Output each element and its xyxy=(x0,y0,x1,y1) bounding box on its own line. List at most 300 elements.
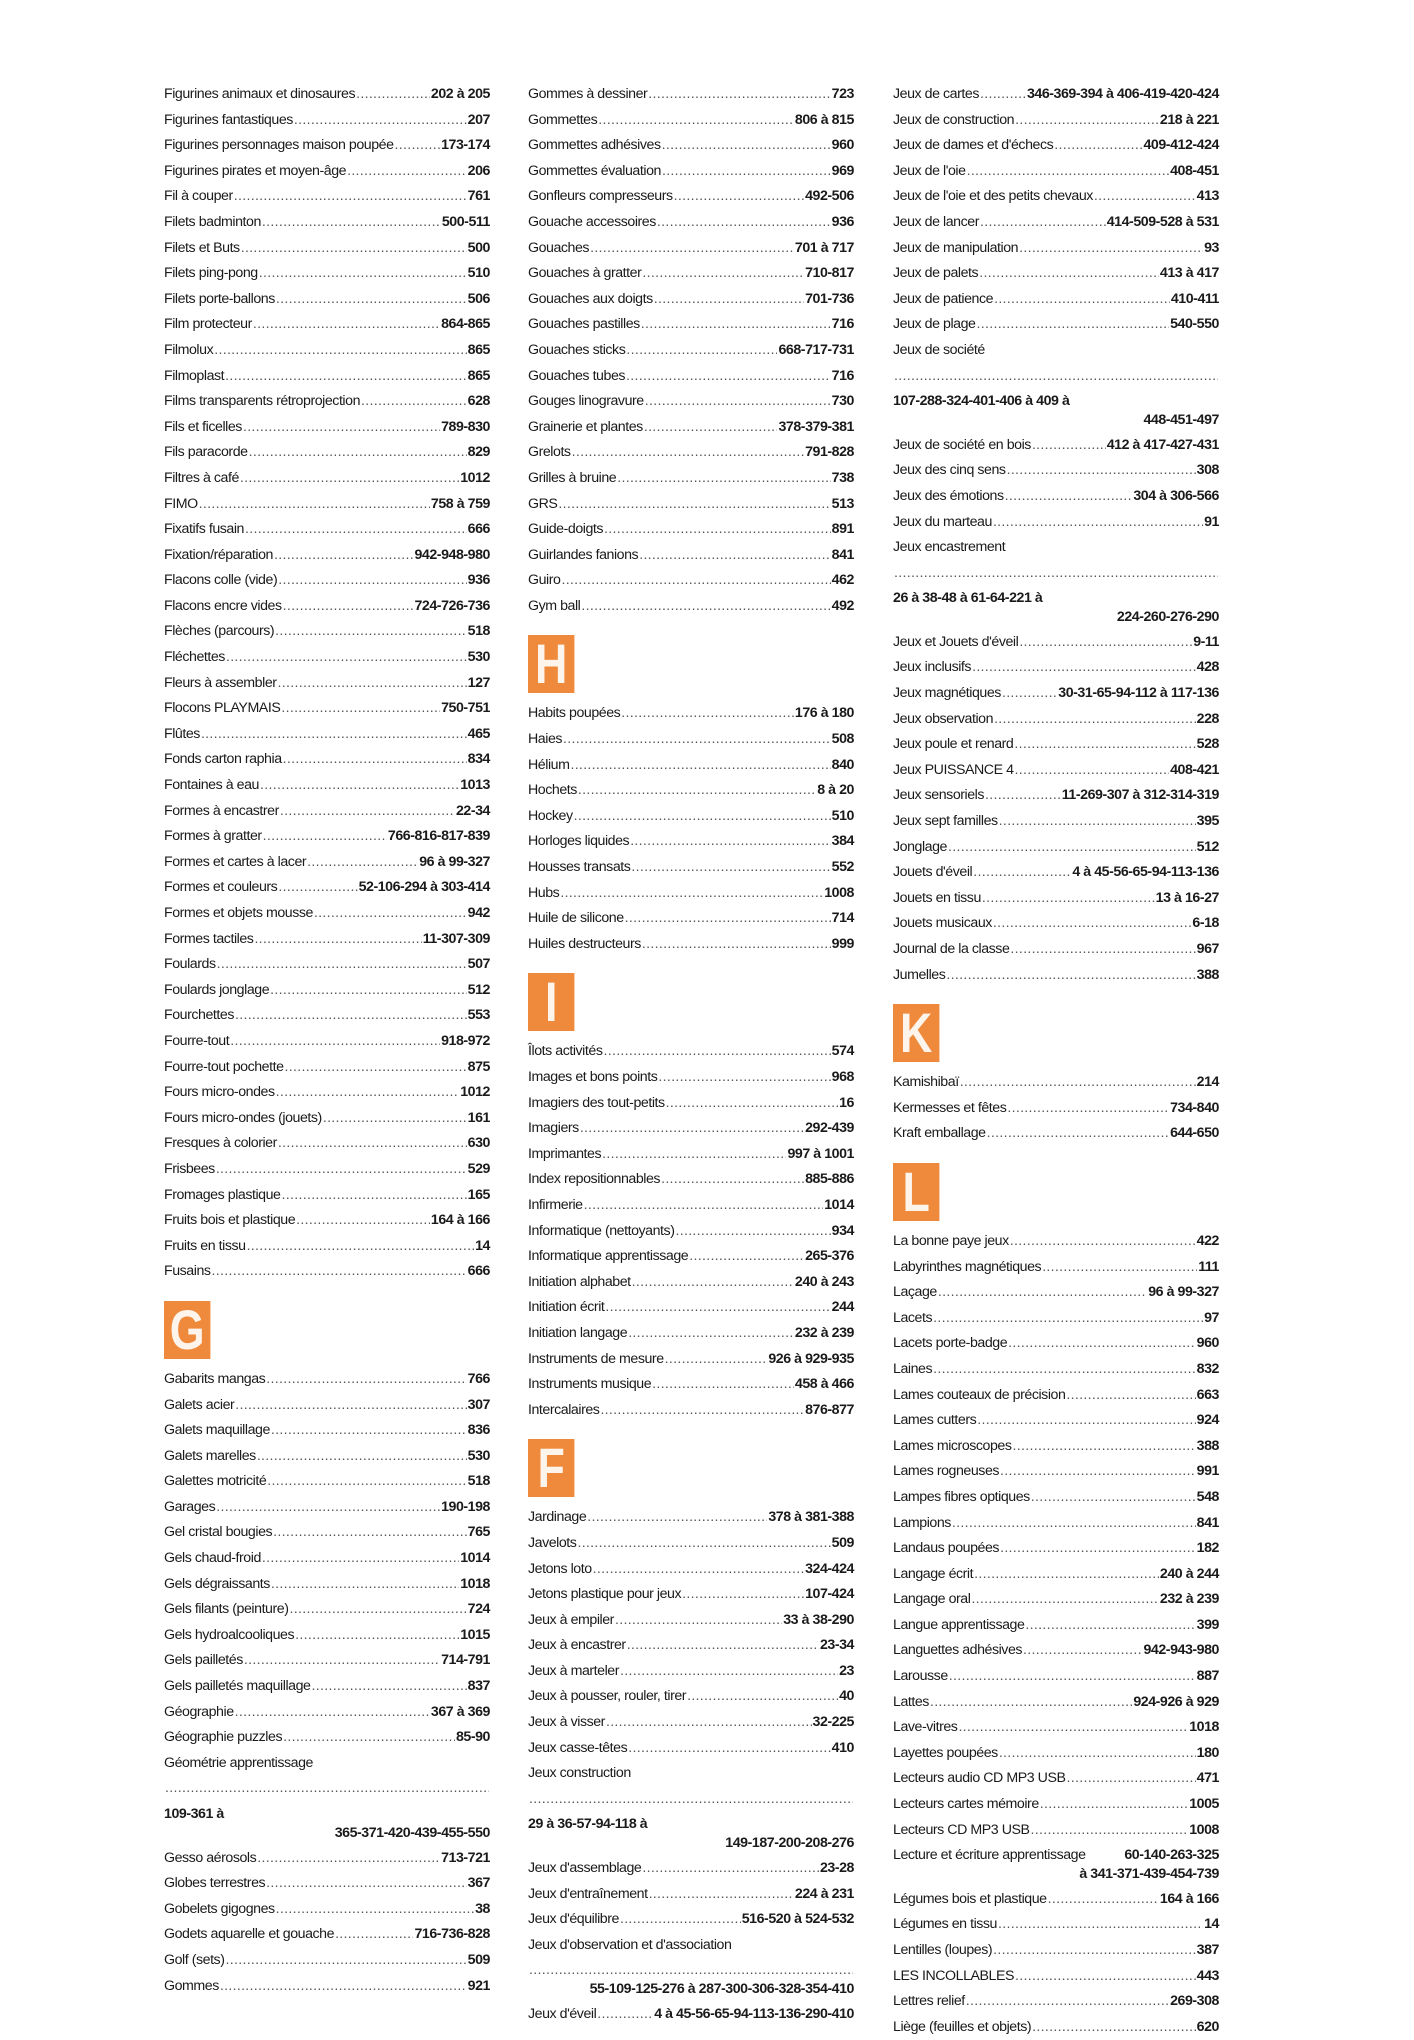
entry-term: GRS xyxy=(528,495,558,512)
index-entry xyxy=(528,492,854,518)
dot-leader xyxy=(654,287,804,313)
entry-pages: 509 xyxy=(831,1534,854,1551)
entry-term: Images et bons points xyxy=(528,1069,658,1085)
dot-leader xyxy=(1007,458,1196,484)
entry-pages: 428 xyxy=(1196,659,1219,676)
dot-leader xyxy=(570,753,830,779)
letter-section xyxy=(528,970,854,1423)
index-entry xyxy=(164,1444,490,1470)
index-entry xyxy=(528,1065,854,1091)
dot-leader xyxy=(572,440,804,466)
entry-pages: 16 xyxy=(839,1094,854,1111)
index-entry xyxy=(164,1725,490,1751)
index-entry xyxy=(164,619,490,645)
index-entry xyxy=(893,732,1219,758)
index-entry xyxy=(164,773,490,799)
dot-leader xyxy=(216,1157,467,1183)
index-entry xyxy=(893,1070,1219,1096)
entry-term: Gel cristal bougies xyxy=(164,1524,273,1541)
dot-leader xyxy=(960,1070,1196,1096)
index-entry xyxy=(893,287,1219,313)
entry-pages: 173-174 xyxy=(441,137,490,154)
dot-leader xyxy=(235,1393,466,1419)
entry-pages: 85-90 xyxy=(455,1729,490,1746)
dot-leader xyxy=(285,1055,467,1081)
dot-leader xyxy=(1031,1485,1196,1511)
entry-term: Gouaches sticks xyxy=(528,341,626,358)
entry-term: Hubs xyxy=(528,884,560,901)
entry-pages: 701-736 xyxy=(805,290,854,307)
entry-pages: 837 xyxy=(467,1678,490,1695)
entry-pages: 701 à 717 xyxy=(794,239,854,256)
index-entry xyxy=(528,1907,854,1933)
entry-term: Gonfleurs compresseurs xyxy=(528,188,673,205)
entry-term: Globes terrestres xyxy=(164,1875,266,1892)
dot-leader xyxy=(226,645,467,671)
entry-term: Lampions xyxy=(893,1514,951,1531)
index-entry xyxy=(164,722,490,748)
index-entry xyxy=(528,594,854,620)
entry-term: Initiation langage xyxy=(528,1324,628,1341)
entry-pages: 936 xyxy=(831,213,854,230)
index-entry xyxy=(528,133,854,159)
entry-pages: 206 xyxy=(467,162,490,179)
entry-term: Guirlandes fanions xyxy=(528,546,639,563)
index-entry xyxy=(893,1818,1219,1844)
dot-leader xyxy=(271,1418,467,1444)
entry-pages: 23 xyxy=(839,1662,854,1679)
entry-term: Fourre-tout pochette xyxy=(164,1058,284,1075)
dot-leader xyxy=(276,287,467,313)
entry-pages: 1005 xyxy=(1189,1796,1219,1813)
dot-leader xyxy=(529,1787,853,1813)
entry-pages: 180 xyxy=(1196,1744,1219,1761)
entry-term: Figurines pirates et moyen-âge xyxy=(164,162,347,179)
entry-term: Imagiers xyxy=(528,1120,579,1137)
dot-leader xyxy=(247,1234,475,1260)
entry-term: FIMO xyxy=(164,495,198,512)
entry-pages: 218 à 221 xyxy=(1159,111,1219,128)
dot-leader xyxy=(993,510,1203,536)
index-entry xyxy=(528,1219,854,1245)
entry-term: Kamishibaï xyxy=(893,1074,959,1091)
continued-section xyxy=(164,82,490,1285)
entry-pages: 738 xyxy=(831,469,854,486)
index-entry xyxy=(893,1434,1219,1460)
entry-term: Formes à gratter xyxy=(164,828,262,845)
entry-pages: 38 xyxy=(475,1900,490,1917)
entry-term: Légumes en tissu xyxy=(893,1916,998,1933)
entry-pages: 508 xyxy=(831,731,854,748)
dot-leader xyxy=(603,1039,830,1065)
index-entry xyxy=(164,875,490,901)
entry-pages: 574 xyxy=(831,1043,854,1060)
entry-pages: 224 à 231 xyxy=(794,1885,854,1902)
dot-leader xyxy=(267,1469,466,1495)
entry-term: Guide-doigts xyxy=(528,521,604,538)
entry-pages: 716 xyxy=(831,316,854,333)
entry-term: Jeux de plage xyxy=(893,316,976,333)
entry-term: Jeux d'entraînement xyxy=(528,1885,648,1902)
dot-leader xyxy=(216,1495,440,1521)
dot-leader xyxy=(1015,108,1159,134)
entry-term: Flacons colle (vide) xyxy=(164,572,278,589)
dot-leader xyxy=(225,1948,466,1974)
index-entry xyxy=(893,458,1219,484)
dot-leader xyxy=(580,1116,804,1142)
entry-term: Jeux de construction xyxy=(893,111,1015,128)
dot-leader xyxy=(675,1219,830,1245)
entry-term: Fixatifs fusain xyxy=(164,521,244,538)
dot-leader xyxy=(994,287,1170,313)
entry-pages: 388 xyxy=(1196,966,1219,983)
entry-pages: 832 xyxy=(1196,1360,1219,1377)
index-entry xyxy=(164,1003,490,1029)
index-entry xyxy=(164,1751,490,1846)
index-entry xyxy=(893,1383,1219,1409)
entry-term: Informatique (nettoyants) xyxy=(528,1222,675,1239)
dot-leader xyxy=(257,1846,440,1872)
entry-term: Figurines animaux et dinosaures xyxy=(164,86,356,102)
index-entry xyxy=(164,1922,490,1948)
dot-leader xyxy=(1023,1638,1142,1664)
dot-leader xyxy=(561,568,830,594)
letter-badge: H xyxy=(528,635,574,693)
dot-leader xyxy=(652,1372,794,1398)
entry-pages: 512 xyxy=(467,981,490,998)
entry-term: Filtres à café xyxy=(164,469,239,486)
entry-term: Fours micro-ondes xyxy=(164,1084,275,1101)
entry-pages: 414-509-528 à 531 xyxy=(1106,213,1219,230)
entry-pages: 164 à 166 xyxy=(1159,1890,1219,1907)
entry-term: Jeux d'équilibre xyxy=(528,1911,619,1928)
entry-term: Javelots xyxy=(528,1534,577,1551)
entry-term: Lacets xyxy=(893,1309,933,1326)
index-entry xyxy=(528,236,854,262)
index-entry xyxy=(528,1856,854,1882)
entry-pages: 1012 xyxy=(460,1084,490,1101)
index-entry xyxy=(528,1142,854,1168)
dot-leader xyxy=(977,312,1170,338)
entry-term: Langage oral xyxy=(893,1591,971,1608)
entry-term: Jeux poule et renard xyxy=(893,736,1014,753)
dot-leader xyxy=(283,1725,455,1751)
index-entry xyxy=(893,1887,1219,1913)
dot-leader xyxy=(597,2002,653,2028)
index-entry xyxy=(164,799,490,825)
dot-leader xyxy=(621,701,794,727)
dot-leader xyxy=(244,1648,440,1674)
entry-pages: 548 xyxy=(1196,1488,1219,1505)
index-entry xyxy=(164,1648,490,1674)
entry-pages: 960 xyxy=(1196,1335,1219,1352)
dot-leader xyxy=(644,415,778,441)
entry-pages: 1013 xyxy=(460,777,490,794)
entry-term: Jeux d'éveil xyxy=(528,2006,597,2022)
index-entry xyxy=(528,287,854,313)
entry-term: Lames cutters xyxy=(893,1412,977,1429)
index-entry xyxy=(164,645,490,671)
entry-term: Jeux encastrement xyxy=(893,539,1006,556)
entry-term: Jeux de palets xyxy=(893,265,979,282)
entry-pages: 109-361 à xyxy=(164,1806,224,1822)
dot-leader xyxy=(977,1408,1195,1434)
entry-pages: 528 xyxy=(1196,736,1219,753)
entry-pages: 1008 xyxy=(824,884,854,901)
index-entry xyxy=(528,727,854,753)
entry-term: Fromages plastique xyxy=(164,1186,281,1203)
entry-pages: 1008 xyxy=(1189,1821,1219,1838)
dot-leader xyxy=(1002,681,1057,707)
entry-term: Jeux d'assemblage xyxy=(528,1860,642,1877)
entry-pages: 52-106-294 à 303-414 xyxy=(358,879,490,896)
entry-term: Lacets porte-badge xyxy=(893,1335,1008,1352)
index-entry xyxy=(893,1938,1219,1964)
letter-section xyxy=(893,1001,1219,1147)
dot-leader xyxy=(1000,1459,1196,1485)
entry-term: Jeux magnétiques xyxy=(893,685,1001,702)
entry-term: Grilles à bruine xyxy=(528,469,617,486)
index-entry xyxy=(528,1244,854,1270)
entry-pages: 408-451 xyxy=(1170,162,1219,179)
entry-pages: 4 à 45-56-65-94-113-136-290-410 xyxy=(654,2006,854,2022)
index-entry xyxy=(893,261,1219,287)
dot-leader xyxy=(278,568,466,594)
dot-leader xyxy=(295,1623,459,1649)
index-entry xyxy=(164,824,490,850)
entry-pages: 710-817 xyxy=(805,265,854,282)
index-entry xyxy=(528,1295,854,1321)
index-entry xyxy=(528,1398,854,1424)
index-entry xyxy=(528,932,854,958)
dot-leader xyxy=(1032,2015,1196,2040)
entry-pages: 413 xyxy=(1196,188,1219,205)
entry-pages: 730 xyxy=(831,393,854,410)
index-entry xyxy=(893,338,1219,433)
entry-pages: 500-511 xyxy=(441,213,490,230)
index-entry xyxy=(528,753,854,779)
entry-term: Jeux casse-têtes xyxy=(528,1739,628,1756)
dot-leader xyxy=(958,1715,1188,1741)
index-entry xyxy=(164,466,490,492)
index-entry xyxy=(528,312,854,338)
dot-leader xyxy=(674,184,804,210)
dot-leader xyxy=(257,1444,467,1470)
entry-term: Jeux inclusifs xyxy=(893,659,972,676)
entry-pages: 232 à 239 xyxy=(1159,1591,1219,1608)
entry-pages: 324-424 xyxy=(805,1560,854,1577)
entry-pages: 214 xyxy=(1196,1074,1219,1091)
dot-leader xyxy=(642,1856,819,1882)
entry-pages: 510 xyxy=(831,807,854,824)
entry-pages: 93 xyxy=(1204,239,1219,256)
entry-term: Jumelles xyxy=(893,966,946,983)
index-entry xyxy=(164,1897,490,1923)
index-entry xyxy=(528,1684,854,1710)
entry-pages: 388 xyxy=(1196,1437,1219,1454)
dot-leader xyxy=(590,236,794,262)
dot-leader xyxy=(948,835,1196,861)
index-entry xyxy=(528,1372,854,1398)
dot-leader xyxy=(1066,1766,1195,1792)
entry-pages: 413 à 417 xyxy=(1159,265,1219,282)
entry-pages: 942-943-980 xyxy=(1143,1642,1219,1659)
entry-term: Foulards jonglage xyxy=(164,981,270,998)
entry-pages: 1012 xyxy=(460,469,490,486)
dot-leader xyxy=(199,492,430,518)
entry-term: Liège (feuilles et objets) xyxy=(893,2018,1032,2035)
entry-pages: 991 xyxy=(1196,1463,1219,1480)
dot-leader xyxy=(254,927,421,953)
entry-term: Jeux à empiler xyxy=(528,1611,614,1628)
dot-leader xyxy=(966,1989,1169,2015)
dot-leader xyxy=(230,1029,440,1055)
dot-leader xyxy=(276,1080,460,1106)
dot-leader xyxy=(1013,1434,1196,1460)
entry-term: Labyrinthes magnétiques xyxy=(893,1258,1042,1275)
index-entry xyxy=(164,1871,490,1897)
index-entry xyxy=(528,1167,854,1193)
entry-term: Jeux de cartes xyxy=(893,86,979,102)
index-entry xyxy=(893,108,1219,134)
entry-pages-continued: 55-109-125-276 à 287-300-306-328-354-410 xyxy=(589,1981,854,1997)
entry-term: Jouets en tissu xyxy=(893,889,981,906)
entry-pages: 969 xyxy=(831,162,854,179)
dot-leader xyxy=(294,108,467,134)
dot-leader xyxy=(631,855,830,881)
entry-pages-continued: 448-451-497 xyxy=(1143,411,1219,428)
entry-term: Filmoplast xyxy=(164,367,225,384)
entry-pages: 516-520 à 524-532 xyxy=(741,1911,854,1928)
index-entry xyxy=(164,594,490,620)
dot-leader xyxy=(627,1633,819,1659)
entry-pages: 968 xyxy=(831,1069,854,1085)
entry-pages: 127 xyxy=(467,674,490,691)
entry-pages: 292-439 xyxy=(805,1120,854,1137)
index-entry xyxy=(528,1608,854,1634)
index-entry xyxy=(893,1229,1219,1255)
index-entry xyxy=(893,1664,1219,1690)
index-column-1 xyxy=(164,82,490,1999)
dot-leader xyxy=(245,517,467,543)
entry-pages: 716-736-828 xyxy=(414,1926,490,1943)
entry-term: Jeux de société xyxy=(893,341,985,358)
index-entry xyxy=(893,1613,1219,1639)
index-entry xyxy=(164,696,490,722)
entry-pages: 507 xyxy=(467,956,490,973)
dot-leader xyxy=(639,543,830,569)
dot-leader xyxy=(587,1505,767,1531)
entry-term: Fils paracorde xyxy=(164,444,248,461)
entry-term: Jeux de patience xyxy=(893,290,994,307)
dot-leader xyxy=(593,1557,804,1583)
entry-pages: 33 à 38-290 xyxy=(783,1611,854,1628)
entry-pages: 506 xyxy=(467,290,490,307)
entry-term: Kermesses et fêtes xyxy=(893,1099,1007,1116)
entry-pages: 190-198 xyxy=(441,1498,490,1515)
index-entry xyxy=(528,210,854,236)
entry-term: Jeux et Jouets d'éveil xyxy=(893,633,1019,650)
entry-pages-continued: 365-371-420-439-455-550 xyxy=(334,1824,490,1841)
entry-term: Fonds carton raphia xyxy=(164,751,282,768)
dot-leader xyxy=(666,1091,838,1117)
entry-pages: 934 xyxy=(831,1222,854,1239)
entry-term: Fours micro-ondes (jouets) xyxy=(164,1109,322,1126)
entry-pages-continued: à 341-371-439-454-739 xyxy=(1079,1865,1219,1882)
index-entry xyxy=(164,1495,490,1521)
entry-pages: 395 xyxy=(1196,813,1219,830)
index-entry xyxy=(164,1546,490,1572)
entry-pages: 666 xyxy=(467,521,490,538)
entry-term: Formes tactiles xyxy=(164,930,254,947)
index-entry xyxy=(164,671,490,697)
dot-leader xyxy=(648,82,830,108)
index-entry xyxy=(893,535,1219,630)
index-entry xyxy=(164,952,490,978)
entry-term: Lentilles (loupes) xyxy=(893,1942,993,1958)
entry-term: Godets aquarelle et gouache xyxy=(164,1926,335,1943)
entry-term: Initiation alphabet xyxy=(528,1273,631,1290)
dot-leader xyxy=(1005,484,1133,510)
entry-term: Fourchettes xyxy=(164,1007,234,1024)
dot-leader xyxy=(642,932,831,958)
index-entry xyxy=(893,1638,1219,1664)
index-entry xyxy=(164,517,490,543)
entry-pages: 806 à 815 xyxy=(794,111,854,128)
entry-term: Galettes motricité xyxy=(164,1473,267,1490)
entry-pages: 111 xyxy=(1198,1258,1219,1275)
entry-pages: 378-379-381 xyxy=(778,418,854,435)
index-entry xyxy=(893,1306,1219,1332)
entry-term: Flocons PLAYMAIS xyxy=(164,700,281,717)
entry-term: Habits poupées xyxy=(528,705,621,722)
entry-pages: 865 xyxy=(467,367,490,384)
index-entry xyxy=(893,1766,1219,1792)
index-entry xyxy=(528,829,854,855)
entry-term: LES INCOLLABLES xyxy=(893,1967,1014,1984)
index-entry xyxy=(893,1912,1219,1938)
entry-pages: 304 à 306-566 xyxy=(1133,487,1219,504)
index-entry xyxy=(893,1255,1219,1281)
index-entry xyxy=(893,1587,1219,1613)
entry-pages: 666 xyxy=(467,1263,490,1280)
entry-term: Haies xyxy=(528,731,563,748)
entry-pages: 1014 xyxy=(460,1550,490,1567)
entry-pages: 628 xyxy=(467,393,490,410)
entry-pages: 367 à 369 xyxy=(430,1703,490,1720)
dot-leader xyxy=(628,1321,794,1347)
entry-term: Instruments musique xyxy=(528,1376,652,1393)
index-entry xyxy=(164,1029,490,1055)
entry-term: Film protecteur xyxy=(164,316,252,333)
entry-pages: 240 à 243 xyxy=(794,1273,854,1290)
entry-pages: 885-886 xyxy=(805,1171,854,1188)
dot-leader xyxy=(967,159,1170,185)
index-entry xyxy=(164,1623,490,1649)
dot-leader xyxy=(225,364,467,390)
dot-leader xyxy=(642,261,804,287)
entry-pages: 232 à 239 xyxy=(794,1324,854,1341)
entry-pages: 265-376 xyxy=(805,1248,854,1265)
entry-term: Laines xyxy=(893,1360,933,1377)
entry-term: Fourre-tout xyxy=(164,1032,230,1049)
entry-pages: 443 xyxy=(1196,1967,1219,1984)
dot-leader xyxy=(266,1871,467,1897)
dot-leader xyxy=(604,517,831,543)
dot-leader xyxy=(347,159,467,185)
index-entry xyxy=(893,681,1219,707)
index-entry xyxy=(528,415,854,441)
